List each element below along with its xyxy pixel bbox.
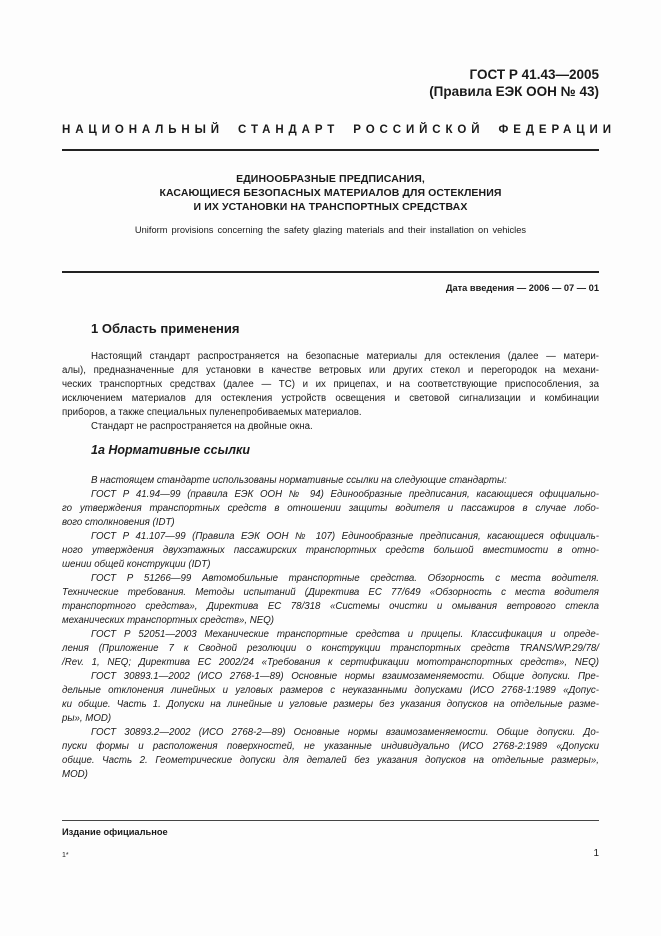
reference-line: Технические требования. Методы испытаний (Директива ЕС 77/649 «Обзорность с места водителя [62, 587, 599, 598]
page-number: 1 [593, 848, 599, 859]
reference-line: вого столкновения (IDT) [62, 517, 175, 528]
reference-line: ГОСТ Р 41.107—99 (Правила ЕЭК ООН № 107) Единообразные предписания, касающиеся официаль- [91, 531, 599, 542]
paragraph-line: исключением материалов для остекления устройств освещения и световой сигнализации и комбинации [62, 393, 599, 404]
document-title-ru [62, 172, 599, 214]
scope-note: Стандарт не распространяется на двойные окна. [91, 421, 313, 432]
paragraph-line: алы), предназначенные для установки в качестве ветровых или других стекол и перегородок на механи- [62, 365, 599, 376]
divider-middle [62, 271, 599, 273]
document-title-en: Uniform provisions concerning the safety glazing materials and their installation on vehicles [134, 225, 527, 235]
reference-line: пуски формы и расположения поверхностей, не указанные индивидуально (ИСО 2768-2:1989 «Допуски [62, 741, 599, 752]
reference-line: шении общей конструкции (IDT) [62, 559, 211, 570]
footnote-mark: 1* [62, 852, 69, 859]
divider-top [62, 149, 599, 151]
reference-line: /Rev. 1, NEQ; Директива ЕС 2002/24 «Требования к сертификации мототранспортных средств», NEQ) [62, 657, 599, 668]
paragraph-line: приборов, а также специальных пуленепробиваемых материалов. [62, 407, 362, 418]
reference-line: ГОСТ Р 41.94—99 (правила ЕЭК ООН № 94) Единообразные предписания, касающиеся официально- [91, 489, 599, 500]
intro-date: Дата введения — 2006 — 07 — 01 [445, 283, 599, 293]
reference-line: транспортного средства», Директива ЕС 78/318 «Системы очистки и омывания ветрового стекла [62, 601, 599, 612]
gost-number: ГОСТ Р 41.43—2005 [469, 67, 599, 82]
title-line: КАСАЮЩИЕСЯ БЕЗОПАСНЫХ МАТЕРИАЛОВ ДЛЯ ОСТЕКЛЕНИЯ [159, 187, 502, 199]
title-line: И ИХ УСТАНОВКИ НА ТРАНСПОРТНЫХ СРЕДСТВАХ [193, 201, 468, 213]
rules-reference: (Правила ЕЭК ООН № 43) [429, 84, 599, 99]
official-edition-label: Издание официальное [62, 827, 168, 837]
reference-line: общие. Часть 2. Геометрические допуски для деталей без указания допусков на отдельные размеры», [62, 755, 599, 766]
reference-line: ГОСТ Р 52051—2003 Механические транспортные средства и прицепы. Классификация и опреде- [91, 629, 599, 640]
reference-line: ГОСТ Р 51266—99 Автомобильные транспортные средства. Обзорность с места водителя. [91, 573, 599, 584]
title-line: ЕДИНООБРАЗНЫЕ ПРЕДПИСАНИЯ, [236, 173, 425, 185]
reference-line: ления (Приложение 7 к Сводной резолюции о конструкции транспортных средств TRANS/WP.29/78/ [62, 643, 599, 654]
gost-code-block [429, 66, 599, 100]
section-heading-references: 1а Нормативные ссылки [91, 443, 250, 457]
divider-footer [62, 820, 599, 821]
reference-line: MOD) [62, 769, 88, 780]
references-list [62, 474, 599, 782]
reference-line: дельные отклонения линейных и угловых размеров с неуказанными допусками (ИСО 2768-1:1989 «Допус- [62, 685, 599, 696]
reference-line: В настоящем стандарте использованы нормативные ссылки на следующие стандарты: [91, 475, 507, 486]
reference-line: ры», MOD) [62, 713, 112, 724]
scope-paragraph [62, 350, 599, 434]
reference-line: ного утверждения двухэтажных пассажирских транспортных средств большой вместимости в отно- [62, 545, 599, 556]
reference-line: механических транспортных средств», NEQ) [62, 615, 274, 626]
reference-line: ГОСТ 30893.2—2002 (ИСО 2768-2—89) Основные нормы взаимозаменяемости. Общие допуски. До- [91, 727, 599, 738]
standard-banner: НАЦИОНАЛЬНЫЙ СТАНДАРТ РОССИЙСКОЙ ФЕДЕРАЦИИ [62, 124, 616, 136]
reference-line: го утверждения транспортных средств в отношении защиты водителя и пассажиров в случае лобо- [62, 503, 599, 514]
paragraph-line: Настоящий стандарт распространяется на безопасные материалы для остекления (далее — матери- [91, 351, 599, 362]
paragraph-line: ческих транспортных средствах (далее — ТС) и их прицепах, и на соответствующие приспособления, за [62, 379, 599, 390]
section-heading-scope: 1 Область применения [91, 321, 240, 336]
reference-line: ки общие. Часть 1. Допуски на линейные и угловые размеры без указания допусков на отдельные разме- [62, 699, 599, 710]
reference-line: ГОСТ 30893.1—2002 (ИСО 2768-1—89) Основные нормы взаимозаменяемости. Общие допуски. Пре- [91, 671, 599, 682]
